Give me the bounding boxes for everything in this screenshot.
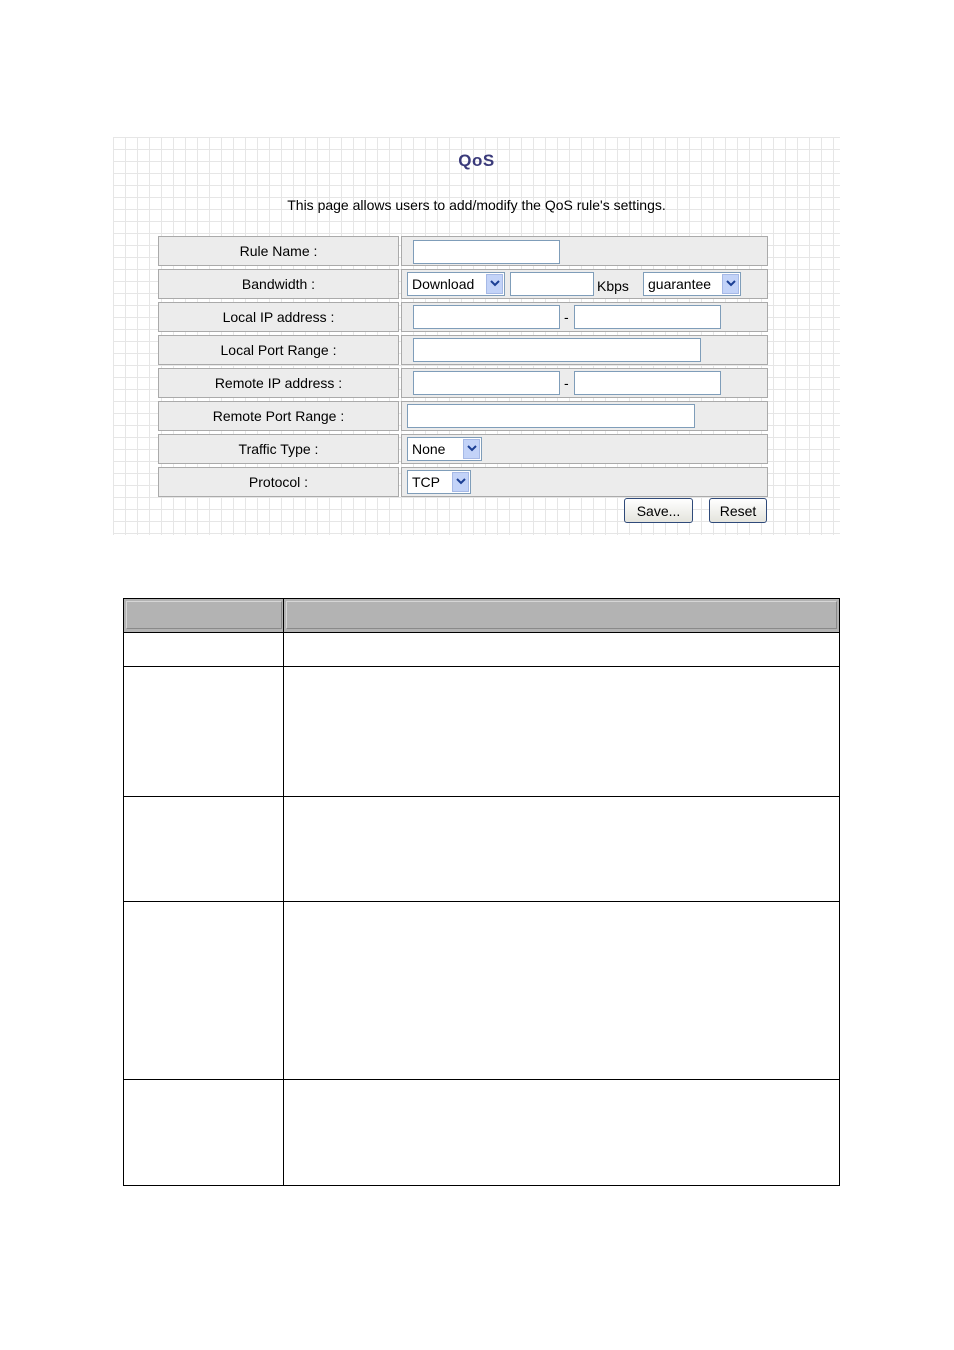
traffic-type-select-value: None	[412, 441, 446, 457]
reset-button[interactable]: Reset	[709, 498, 767, 523]
bandwidth-mode-select-value: guarantee	[648, 276, 712, 292]
bandwidth-label: Bandwidth :	[158, 269, 399, 299]
traffic-type-select[interactable]	[407, 437, 482, 461]
remote-ip-row	[158, 368, 768, 398]
remote-port-label: Remote Port Range :	[158, 401, 399, 431]
direction-select-value: Download	[412, 276, 475, 292]
rule-name-input[interactable]	[413, 240, 560, 264]
protocol-cell	[401, 467, 768, 497]
local-ip-label: Local IP address :	[158, 302, 399, 332]
description-table	[123, 598, 840, 1186]
remote-port-range-input[interactable]	[407, 404, 695, 428]
local-port-cell	[401, 335, 768, 365]
protocol-select-value: TCP	[412, 474, 440, 490]
local-ip-start-input[interactable]	[413, 305, 560, 329]
row-divider	[124, 901, 839, 902]
remote-ip-start-input[interactable]	[413, 371, 560, 395]
remote-ip-cell	[401, 368, 768, 398]
table-header	[124, 599, 839, 633]
page-description: This page allows users to add/modify the QoS rule's settings.	[287, 197, 666, 213]
chevron-down-icon[interactable]	[722, 274, 739, 294]
rule-name-row	[158, 236, 768, 266]
chevron-down-icon[interactable]	[486, 274, 503, 294]
remote-port-cell	[401, 401, 768, 431]
table-header-cell	[126, 601, 282, 629]
local-ip-end-input[interactable]	[574, 305, 721, 329]
qos-settings-panel	[113, 137, 840, 535]
row-divider	[124, 796, 839, 797]
bandwidth-row	[158, 269, 768, 299]
remote-ip-separator: -	[564, 375, 569, 391]
chevron-down-icon[interactable]	[452, 472, 469, 492]
protocol-label: Protocol :	[158, 467, 399, 497]
bandwidth-unit: Kbps	[597, 278, 629, 294]
rule-name-label: Rule Name :	[158, 236, 399, 266]
bandwidth-input[interactable]	[510, 272, 594, 296]
chevron-down-icon[interactable]	[463, 439, 480, 459]
local-port-range-input[interactable]	[413, 338, 701, 362]
row-divider	[124, 666, 839, 667]
save-button[interactable]: Save...	[624, 498, 693, 523]
local-ip-cell	[401, 302, 768, 332]
traffic-type-label: Traffic Type :	[158, 434, 399, 464]
bandwidth-cell	[401, 269, 768, 299]
direction-select[interactable]	[407, 272, 505, 296]
table-header-cell	[286, 601, 837, 629]
protocol-row	[158, 467, 768, 497]
remote-ip-label: Remote IP address :	[158, 368, 399, 398]
row-divider	[124, 1079, 839, 1080]
remote-ip-end-input[interactable]	[574, 371, 721, 395]
protocol-select[interactable]	[407, 470, 471, 494]
bandwidth-mode-select[interactable]	[643, 272, 741, 296]
rule-name-cell	[401, 236, 768, 266]
traffic-type-row	[158, 434, 768, 464]
traffic-type-cell	[401, 434, 768, 464]
page-title: QoS	[458, 151, 495, 170]
local-ip-row	[158, 302, 768, 332]
remote-port-row	[158, 401, 768, 431]
local-port-row	[158, 335, 768, 365]
local-port-label: Local Port Range :	[158, 335, 399, 365]
local-ip-separator: -	[564, 309, 569, 325]
column-divider	[283, 599, 284, 1185]
